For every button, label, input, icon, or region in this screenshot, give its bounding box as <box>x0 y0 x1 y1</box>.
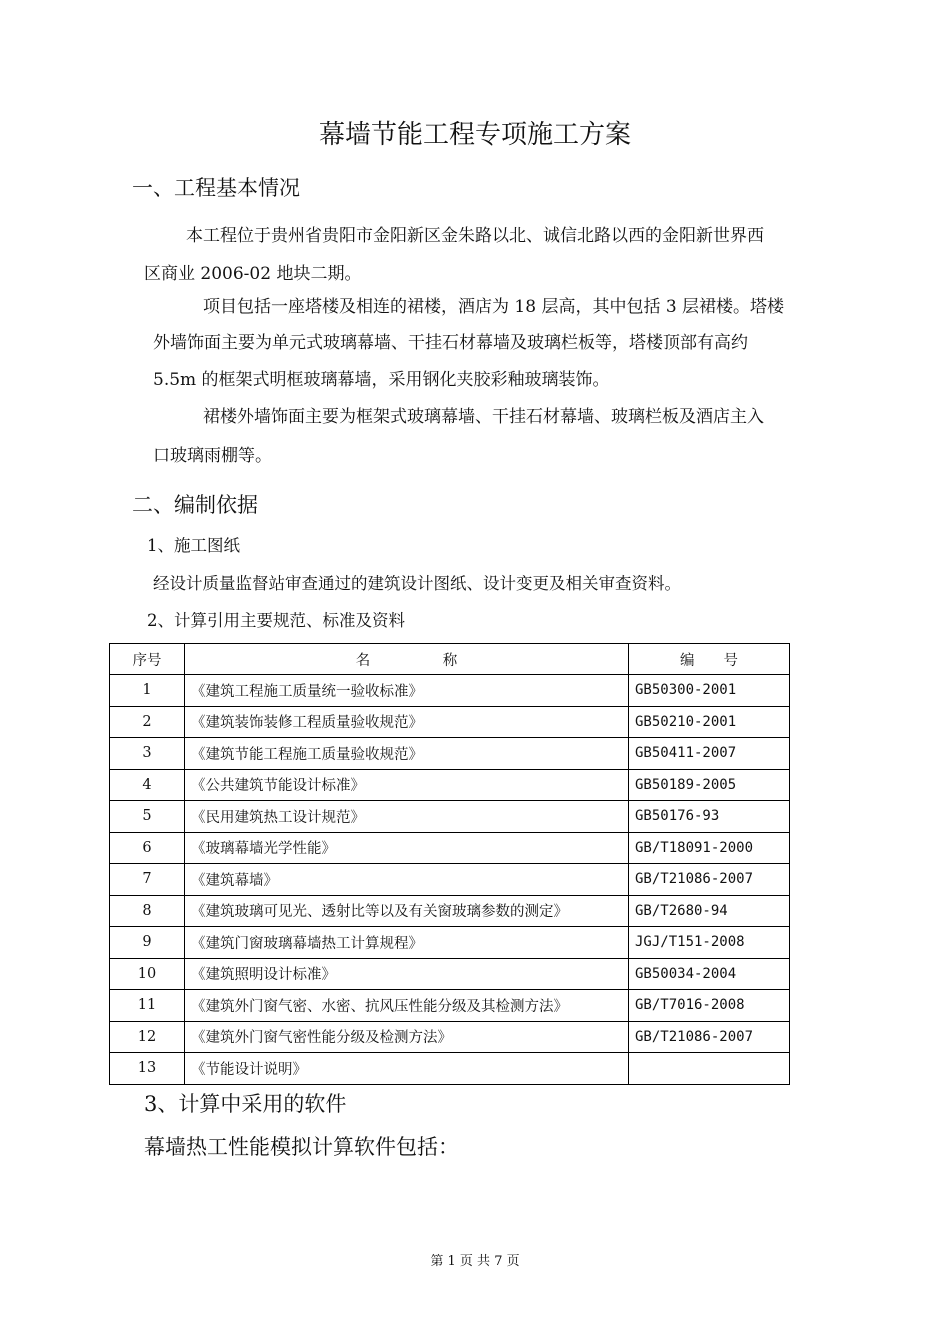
row-code: GB/T18091-2000 <box>629 832 790 864</box>
table-row <box>110 990 790 1022</box>
paragraph-line: 口玻璃雨棚等。 <box>153 446 272 466</box>
row-code: JGJ/T151-2008 <box>629 927 790 959</box>
table-row <box>110 1021 790 1053</box>
subsection-heading-drawings: 1、施工图纸 <box>147 536 240 555</box>
subsection-heading-standards: 2、计算引用主要规范、标准及资料 <box>147 611 405 630</box>
row-code: GB50411-2007 <box>629 738 790 770</box>
table-row <box>110 706 790 738</box>
row-no: 12 <box>110 1021 185 1053</box>
paragraph-line: 区商业 2006-02 地块二期。 <box>144 264 362 284</box>
row-code: GB50300-2001 <box>629 675 790 707</box>
table-row <box>110 927 790 959</box>
row-no: 11 <box>110 990 185 1022</box>
row-name: 《建筑工程施工质量统一验收标准》 <box>185 675 629 707</box>
row-code: GB50176-93 <box>629 801 790 833</box>
row-code: GB/T21086-2007 <box>629 1021 790 1053</box>
paragraph-line: 裙楼外墙饰面主要为框架式玻璃幕墙、干挂石材幕墙、玻璃栏板及酒店主入 <box>203 407 764 427</box>
subsection-heading-software: 3、计算中采用的软件 <box>144 1092 347 1116</box>
row-name: 《建筑门窗玻璃幕墙热工计算规程》 <box>185 927 629 959</box>
row-code: GB50034-2004 <box>629 958 790 990</box>
row-name: 《建筑外门窗气密性能分级及检测方法》 <box>185 1021 629 1053</box>
table-header-row <box>110 644 790 675</box>
table-row <box>110 1053 790 1085</box>
row-code: GB50210-2001 <box>629 706 790 738</box>
column-header-name: 名 称 <box>185 644 629 675</box>
row-name: 《公共建筑节能设计标准》 <box>185 769 629 801</box>
row-no: 7 <box>110 864 185 896</box>
row-no: 8 <box>110 895 185 927</box>
row-name: 《建筑幕墙》 <box>185 864 629 896</box>
row-no: 3 <box>110 738 185 770</box>
row-no: 2 <box>110 706 185 738</box>
section-heading-basic-info: 一、工程基本情况 <box>132 176 300 200</box>
table-row <box>110 801 790 833</box>
document-title: 幕墙节能工程专项施工方案 <box>318 120 631 150</box>
row-no: 4 <box>110 769 185 801</box>
row-name: 《建筑玻璃可见光、透射比等以及有关窗玻璃参数的测定》 <box>185 895 629 927</box>
table-row <box>110 895 790 927</box>
paragraph-line: 外墙饰面主要为单元式玻璃幕墙、干挂石材幕墙及玻璃栏板等，塔楼顶部有高约 <box>153 333 748 353</box>
column-header-no: 序号 <box>110 644 185 675</box>
paragraph-line: 项目包括一座塔楼及相连的裙楼，酒店为 18 层高，其中包括 3 层裙楼。塔楼 <box>203 297 785 317</box>
row-code: GB/T21086-2007 <box>629 864 790 896</box>
row-no: 5 <box>110 801 185 833</box>
row-code <box>629 1053 790 1085</box>
table-row <box>110 832 790 864</box>
row-name: 《建筑节能工程施工质量验收规范》 <box>185 738 629 770</box>
row-name: 《民用建筑热工设计规范》 <box>185 801 629 833</box>
row-name: 《玻璃幕墙光学性能》 <box>185 832 629 864</box>
row-no: 13 <box>110 1053 185 1085</box>
row-no: 1 <box>110 675 185 707</box>
row-code: GB/T2680-94 <box>629 895 790 927</box>
row-no: 6 <box>110 832 185 864</box>
row-no: 9 <box>110 927 185 959</box>
subsection-text-software: 幕墙热工性能模拟计算软件包括： <box>144 1135 459 1159</box>
table-row <box>110 675 790 707</box>
column-header-code: 编 号 <box>629 644 790 675</box>
paragraph-line: 5.5m 的框架式明框玻璃幕墙，采用钢化夹胶彩釉玻璃装饰。 <box>153 370 610 390</box>
row-code: GB/T7016-2008 <box>629 990 790 1022</box>
table-row <box>110 769 790 801</box>
row-name: 《建筑装饰装修工程质量验收规范》 <box>185 706 629 738</box>
row-code: GB50189-2005 <box>629 769 790 801</box>
row-name: 《建筑照明设计标准》 <box>185 958 629 990</box>
subsection-text: 经设计质量监督站审查通过的建筑设计图纸、设计变更及相关审查资料。 <box>153 574 681 593</box>
row-no: 10 <box>110 958 185 990</box>
row-name: 《节能设计说明》 <box>185 1053 629 1085</box>
table-row <box>110 864 790 896</box>
paragraph-line: 本工程位于贵州省贵阳市金阳新区金朱路以北、诚信北路以西的金阳新世界西 <box>186 226 764 246</box>
table-row <box>110 958 790 990</box>
standards-table <box>109 643 790 1085</box>
row-name: 《建筑外门窗气密、水密、抗风压性能分级及其检测方法》 <box>185 990 629 1022</box>
page-footer: 第 1 页 共 7 页 <box>430 1254 520 1269</box>
section-heading-basis: 二、编制依据 <box>132 493 258 517</box>
table-row <box>110 738 790 770</box>
